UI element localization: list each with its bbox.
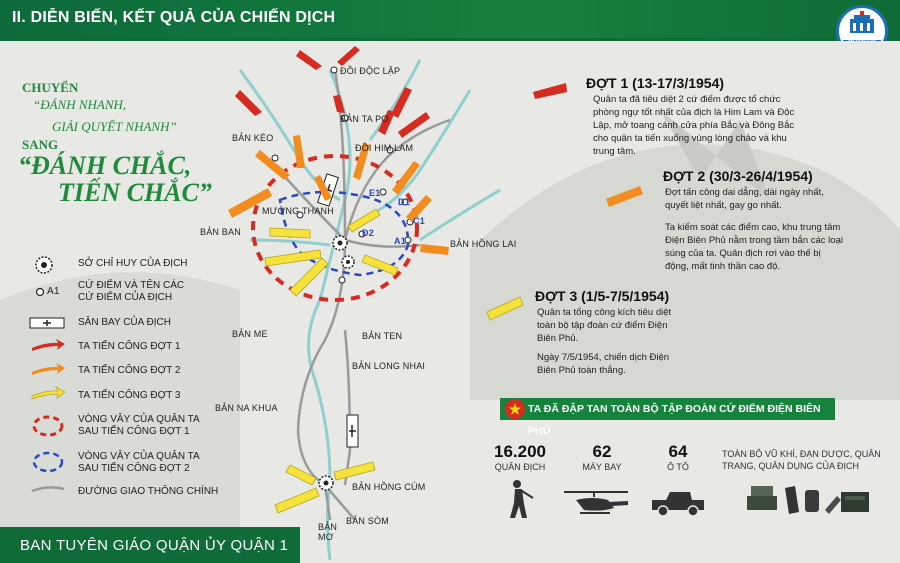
phase-3-body: Quân ta tổng công kích tiêu diệt toàn bộ tập đoàn cứ điểm Điện Biên Phủ. [537,307,672,344]
legend-strongpoint-sample: A1 [47,286,60,297]
place-a1: A1 [394,236,406,246]
slogan-chuyen: CHUYỂN [22,80,79,95]
vietnam-flag-star-icon: ★ [505,399,525,419]
place-d2: D2 [362,228,374,238]
place-ban-mo: BẢN MƠ [318,522,338,542]
slogan-danh-chac: “ĐÁNH CHẮC, [18,151,192,180]
stat-aircraft-label: MÁY BAY [582,462,622,472]
helicopter-icon [562,488,632,518]
legend-airfield-icon [28,316,66,330]
stat-soldiers-label: QUÂN ĐỊCH [494,462,546,472]
legend-ring-2-text: VÒNG VÂY CỦA QUÂN TA SAU TIẾN CÔNG ĐỢT 2 [78,451,200,474]
legend-strongpoint-text: CỨ ĐIỂM VÀ TÊN CÁC CỨ ĐIỂM CỦA ĐỊCH [78,280,185,303]
result-banner [500,398,835,437]
legend-command-post-icon [33,254,55,276]
slogan-giai-quyet-nhanh: GIẢI QUYẾT NHANH” [52,119,177,134]
legend-orange-arrow-icon [30,362,66,378]
legend-ring-1-text: VÒNG VÂY CỦA QUÂN TA SAU TIẾN CÔNG ĐỢT 1 [78,414,200,437]
stat-supplies-label: TOÀN BỘ VŨ KHÍ, ĐẠN DƯỢC, QUÂN TRANG, QUÂN DỤNG CỦA ĐỊCH [722,449,881,471]
phase-1-body: Quân ta đã tiêu diệt 2 cứ điểm được tổ chức phòng ngự tốt nhất của địch là Him Lam và Độc Lập, mở toang cánh cửa phía Bắc và Đông Bắc cho quân ta tiến xuống vùng lòng chảo và khu trung tâm. [593,94,795,157]
strongpoint-south [339,277,345,283]
legend-phase-2-text: TA TIẾN CÔNG ĐỢT 2 [78,365,181,376]
legend-phase-3-text: TA TIẾN CÔNG ĐỢT 3 [78,390,181,401]
jeep-icon [648,488,708,518]
slogan-sang: SANG [22,137,59,152]
legend-airfield-text: SÂN BAY CỦA ĐỊCH [78,317,171,328]
phase-2-title: ĐỢT 2 (30/3-26/4/1954) [663,168,813,184]
stat-aircraft-value: 62 [592,442,612,461]
place-ban-keo: BẢN KÉO [232,133,274,143]
stat-vehicles-value: 64 [668,442,688,461]
legend-road-icon [30,483,66,495]
legend-blue-ring-icon [30,450,66,474]
place-ban-som: BẢN SÒM [346,516,389,526]
yellow-arrow [270,228,310,238]
phase-3-body-detail: Ngày 7/5/1954, chiến dịch Điện Biên Phủ toàn thắng. [537,352,670,376]
phase-1-title: ĐỢT 1 (13-17/3/1954) [586,75,725,91]
phase-3-title: ĐỢT 3 (1/5-7/5/1954) [535,288,670,304]
place-doi-doc-lap: ĐỒI ĐỘC LẬP [340,66,401,76]
stat-vehicles-label: Ô TÔ [667,462,689,472]
legend-red-ring-icon [30,414,66,438]
airfield-hong-cum [347,415,358,447]
footer-bar [0,527,300,563]
place-ban-me: BẢN ME [232,329,268,339]
place-e1: E1 [369,188,381,198]
place-muong-thanh: MƯỜNG THANH [262,206,334,216]
legend-command-post-text: SỞ CHỈ HUY CỦA ĐỊCH [78,258,188,269]
phase-2-body-detail: Ta kiểm soát các điểm cao, khu trung tâm Điện Biên Phủ nằm trong tầm bắn các loại súng của ta. Quân địch rơi vào thế bị động, mất tinh thần cao độ. [665,222,843,272]
soldier-icon [500,478,536,522]
header-bar [0,0,900,38]
place-ban-ta-po: BẢN TA PO [340,114,389,124]
place-doi-him-lam: ĐỒI HIM LAM [355,143,414,153]
legend-phase-1-text: TA TIẾN CÔNG ĐỢT 1 [78,341,181,352]
legend-red-arrow-icon [30,338,66,354]
strongpoint-ban-keo [272,155,278,161]
slogan-tien-chac: TIẾN CHẮC” [58,178,212,207]
place-ban-ban: BẢN BAN [200,227,241,237]
strongpoint-doc-lap [331,67,337,73]
legend-yellow-arrow-icon [30,386,66,402]
place-ban-hong-lai: BẢN HỒNG LAI [450,239,517,249]
legend-road-text: ĐƯỜNG GIAO THÔNG CHÍNH [78,486,219,497]
place-ban-hong-cum: BẢN HỒNG CÚM [352,482,426,492]
place-ban-na-khua: BẢN NA KHUA [215,403,278,413]
legend-strongpoint-icon [34,286,46,298]
stat-soldiers-value: 16.200 [494,442,546,461]
place-ban-ten: BẢN TEN [362,331,403,341]
footer-text: BAN TUYÊN GIÁO QUẬN ỦY QUẬN 1 [20,537,289,554]
supplies-icon [745,482,875,520]
place-ban-long-nhai: BẢN LONG NHAI [352,361,426,371]
result-banner-text: TA ĐÃ ĐẬP TAN TOÀN BỘ TẬP ĐOÀN CỨ ĐIỂM ĐIỆN BIÊN PHỦ [528,403,821,437]
strongpoint-e1 [380,189,386,195]
place-c1: C1 [413,216,425,226]
place-d1: D1 [398,197,410,207]
phase-2-body: Đợt tấn công dai dẳng, dài ngày nhất, quyết liệt nhất, gay go nhất. [665,187,824,211]
slogan-danh-nhanh: “ĐÁNH NHANH, [33,97,127,112]
section-title: II. DIỄN BIẾN, KẾT QUẢ CỦA CHIẾN DỊCH [12,9,336,26]
